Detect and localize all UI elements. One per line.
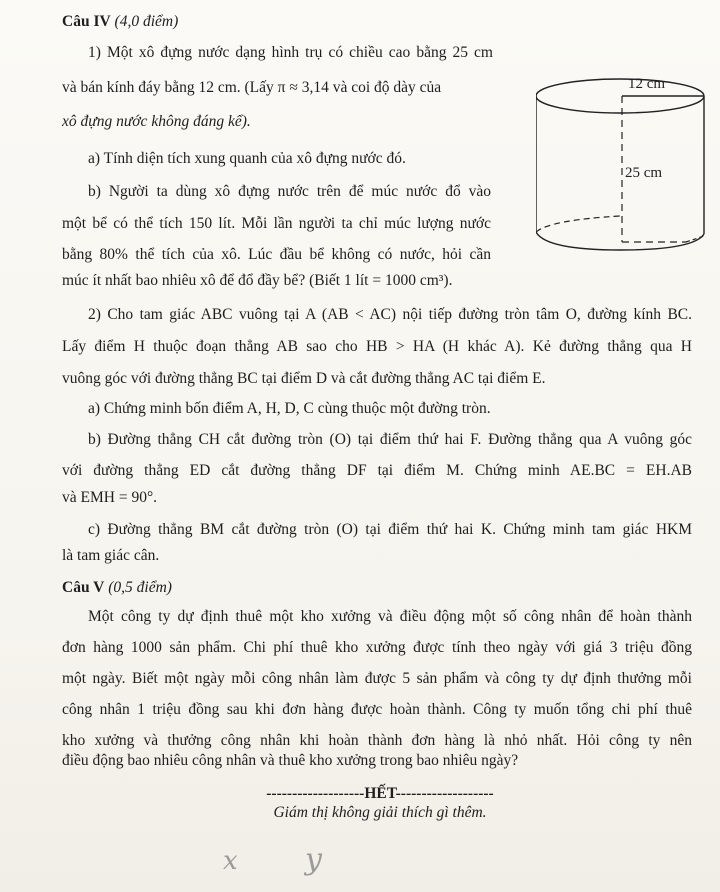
- part1-line-2: và bán kính đáy bằng 12 cm. (Lấy π ≈ 3,14 và coi độ dày của: [62, 79, 442, 96]
- part1-b-line-2: một bể có thể tích 150 lít. Mỗi lần người ta chỉ múc lượng nước: [62, 215, 491, 232]
- question-5-line-4: công nhân 1 triệu đồng sau khi đơn hàng được hoàn thành. Công ty muốn tổng chi phí thuê: [62, 701, 692, 718]
- question-5-points: (0,5 điểm): [108, 579, 172, 596]
- part2-a: a) Chứng minh bốn điểm A, H, D, C cùng thuộc một đường tròn.: [88, 400, 491, 417]
- radius-label: 12 cm: [628, 76, 666, 92]
- part2-b-line-2: với đường thẳng ED cắt đường thẳng DF tại điểm M. Chứng minh AE.BC = EH.AB: [62, 462, 692, 479]
- handwritten-x: x: [223, 846, 238, 876]
- part1-b-line-1: b) Người ta dùng xô đựng nước trên để múc nước đổ vào: [88, 183, 491, 200]
- part1-b-line-3: bằng 80% thể tích của xô. Lúc đầu bể không có nước, hỏi cần: [62, 246, 491, 263]
- question-5-line-2: đơn hàng 1000 sản phẩm. Chi phí thuê kho xưởng được tính theo ngày với giá 3 triệu đồng: [62, 639, 692, 656]
- part1-b-line-4: múc ít nhất bao nhiêu xô để đổ đầy bể? (Biết 1 lít = 1000 cm³).: [62, 272, 453, 289]
- question-5-line-1: Một công ty dự định thuê một kho xưởng và điều động một số công nhân để hoàn thành: [88, 608, 692, 625]
- part2-b-line-3: và EMH = 90°.: [62, 489, 158, 506]
- cylinder-figure: [536, 74, 706, 264]
- height-label: 25 cm: [625, 165, 663, 181]
- question-5-line-3: một ngày. Biết một ngày mỗi công nhân làm được 5 sản phẩm và công ty dự định thưởng mỗi: [62, 670, 692, 687]
- part1-a: a) Tính diện tích xung quanh của xô đựng nước đó.: [88, 150, 406, 167]
- part2-b-line-1: b) Đường thẳng CH cắt đường tròn (O) tại điểm thứ hai F. Đường thẳng qua A vuông góc: [88, 431, 692, 448]
- question-5-line-6: điều động bao nhiêu công nhân và thuê kho xưởng trong bao nhiêu ngày?: [62, 752, 519, 769]
- part2-line-1: 2) Cho tam giác ABC vuông tại A (AB < AC) nội tiếp đường tròn tâm O, đường kính BC.: [88, 306, 692, 323]
- end-marker: -------------------HẾT-------------------: [266, 785, 494, 802]
- question-5-heading: [62, 578, 172, 598]
- question-5-line-5: kho xưởng và thưởng công nhân khi hoàn thành đơn hàng là nhỏ nhất. Hỏi công ty nên: [62, 732, 692, 749]
- part2-c-line-2: là tam giác cân.: [62, 547, 160, 564]
- proctor-note: Giám thị không giải thích gì thêm.: [273, 804, 487, 821]
- question-4-points: (4,0 điểm): [114, 13, 179, 30]
- part2-line-2: Lấy điểm H thuộc đoạn thẳng AB sao cho HB > HA (H khác A). Kẻ đường thẳng qua H: [62, 338, 692, 355]
- part2-line-3: vuông góc với đường thẳng BC tại điểm D và cắt đường thẳng AC tại điểm E.: [62, 370, 546, 387]
- part2-c-line-1: c) Đường thẳng BM cắt đường tròn (O) tại điểm thứ hai K. Chứng minh tam giác HKM: [88, 521, 692, 538]
- handwritten-scribble: [205, 835, 345, 885]
- question-5-title: Câu V: [62, 579, 105, 596]
- part1-line-1: 1) Một xô đựng nước dạng hình trụ có chiều cao bằng 25 cm: [88, 44, 493, 61]
- part1-line-3: xô đựng nước không đáng kể).: [62, 113, 251, 130]
- handwritten-y: y: [305, 842, 322, 877]
- question-4-title: Câu IV: [62, 13, 111, 30]
- question-4-heading: [62, 12, 178, 32]
